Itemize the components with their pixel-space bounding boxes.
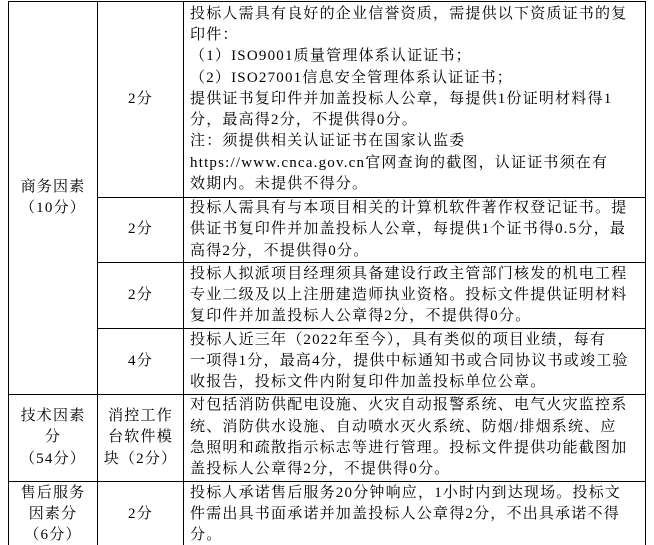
category-cell-technical (9, 395, 98, 482)
score-value: 2分 (128, 221, 153, 238)
description-line: 提供证书复印件并加盖投标人公章，每提供1份证明材料得1 (190, 90, 613, 107)
description-line: 分，最高得2分，不提供得0分。 (190, 112, 419, 129)
description-line: 复印件并加盖投标人公章得2分，不提供得0分。 (190, 308, 532, 325)
description-line: 效期内。未提供不得分。 (190, 176, 369, 193)
table-row (9, 482, 646, 545)
table-row (9, 395, 646, 482)
description-line: 收报告，投标文件内附复印件加盖投标单位公章。 (190, 374, 547, 391)
description-line: 投标人需具有良好的企业信誉资质，需提供以下资质证书的复 (190, 5, 628, 22)
category-label: 技术因素 (20, 408, 86, 425)
category-label: 商务因素 (20, 178, 86, 195)
score-value: 消控工作 (108, 408, 173, 425)
description-line: 供证书复印件并加盖投标人公章，每提供1个证书得0.5分，最 (190, 221, 627, 238)
table-row (9, 2, 646, 198)
scoring-criteria-table (8, 1, 646, 545)
description-line: 投标人承诺售后服务20分钟响应，1小时内到达现场。投标文 (190, 484, 622, 501)
category-score: （54分） (19, 450, 86, 467)
category-cell-business (9, 2, 98, 395)
category-score: （6分） (24, 527, 82, 544)
category-cell-after-sales (9, 482, 98, 545)
score-value: 2分 (128, 505, 153, 522)
category-label: 因素分 (28, 505, 78, 522)
score-cell (98, 482, 184, 545)
description-line: 投标人近三年（2022年至今），具有类似的项目业绩，每有 (190, 331, 607, 348)
score-value: 2分 (128, 90, 153, 107)
description-line: 分。 (190, 527, 223, 544)
description-line: （1）ISO9001质量管理体系认证证书； (190, 48, 472, 65)
description-line: 统、消防供水设施、自动喷水灭火系统、防烟/排烟系统、应 (190, 418, 617, 435)
score-cell (98, 198, 184, 263)
category-label: 售后服务 (20, 484, 86, 501)
description-line: https://www.cnca.gov.cn官网查询的截图，认证证书须在有 (190, 154, 609, 171)
score-cell (98, 2, 184, 198)
score-cell (98, 329, 184, 395)
description-line: 注：须提供相关认证证书在国家认监委 (190, 133, 466, 150)
description-cell (184, 482, 646, 545)
description-line: 专业二级及以上注册建造师执业资格。投标文件提供证明材料 (190, 286, 628, 303)
description-line: 一项得1分，最高4分，提供中标通知书或合同协议书或竣工验 (190, 352, 629, 369)
score-value: 块（2分） (103, 450, 178, 467)
score-cell (98, 395, 184, 482)
category-label: 分 (44, 429, 62, 446)
table-row (9, 198, 646, 263)
description-line: 件需出具书面承诺并加盖投标人公章得2分，不出具承诺不得 (190, 505, 620, 522)
description-cell (184, 395, 646, 482)
description-line: 对包括消防供配电设施、火灾自动报警系统、电气火灾监控系 (190, 397, 628, 414)
description-line: 高得2分，不提供得0分。 (190, 242, 370, 259)
score-value: 台软件模 (108, 429, 173, 446)
table-row (9, 263, 646, 329)
description-line: 投标人需具有与本项目相关的计算机软件著作权登记证书。提 (190, 200, 628, 217)
description-cell (184, 263, 646, 329)
score-value: 4分 (128, 352, 153, 369)
description-line: 投标人拟派项目经理须具备建设行政主管部门核发的机电工程 (190, 265, 628, 282)
description-line: 盖投标人公章得2分，不提供得0分。 (190, 461, 451, 478)
description-line: （2）ISO27001信息安全管理体系认证证书； (190, 69, 513, 86)
description-cell (184, 2, 646, 198)
description-line: 印件： (190, 26, 239, 43)
description-line: 急照明和疏散指示标志等进行管理。投标文件提供功能截图加 (190, 440, 628, 456)
score-value: 2分 (128, 286, 153, 303)
description-cell (184, 329, 646, 395)
category-score: （10分） (19, 200, 86, 216)
description-cell (184, 198, 646, 263)
score-cell (98, 263, 184, 329)
table-row (9, 329, 646, 395)
